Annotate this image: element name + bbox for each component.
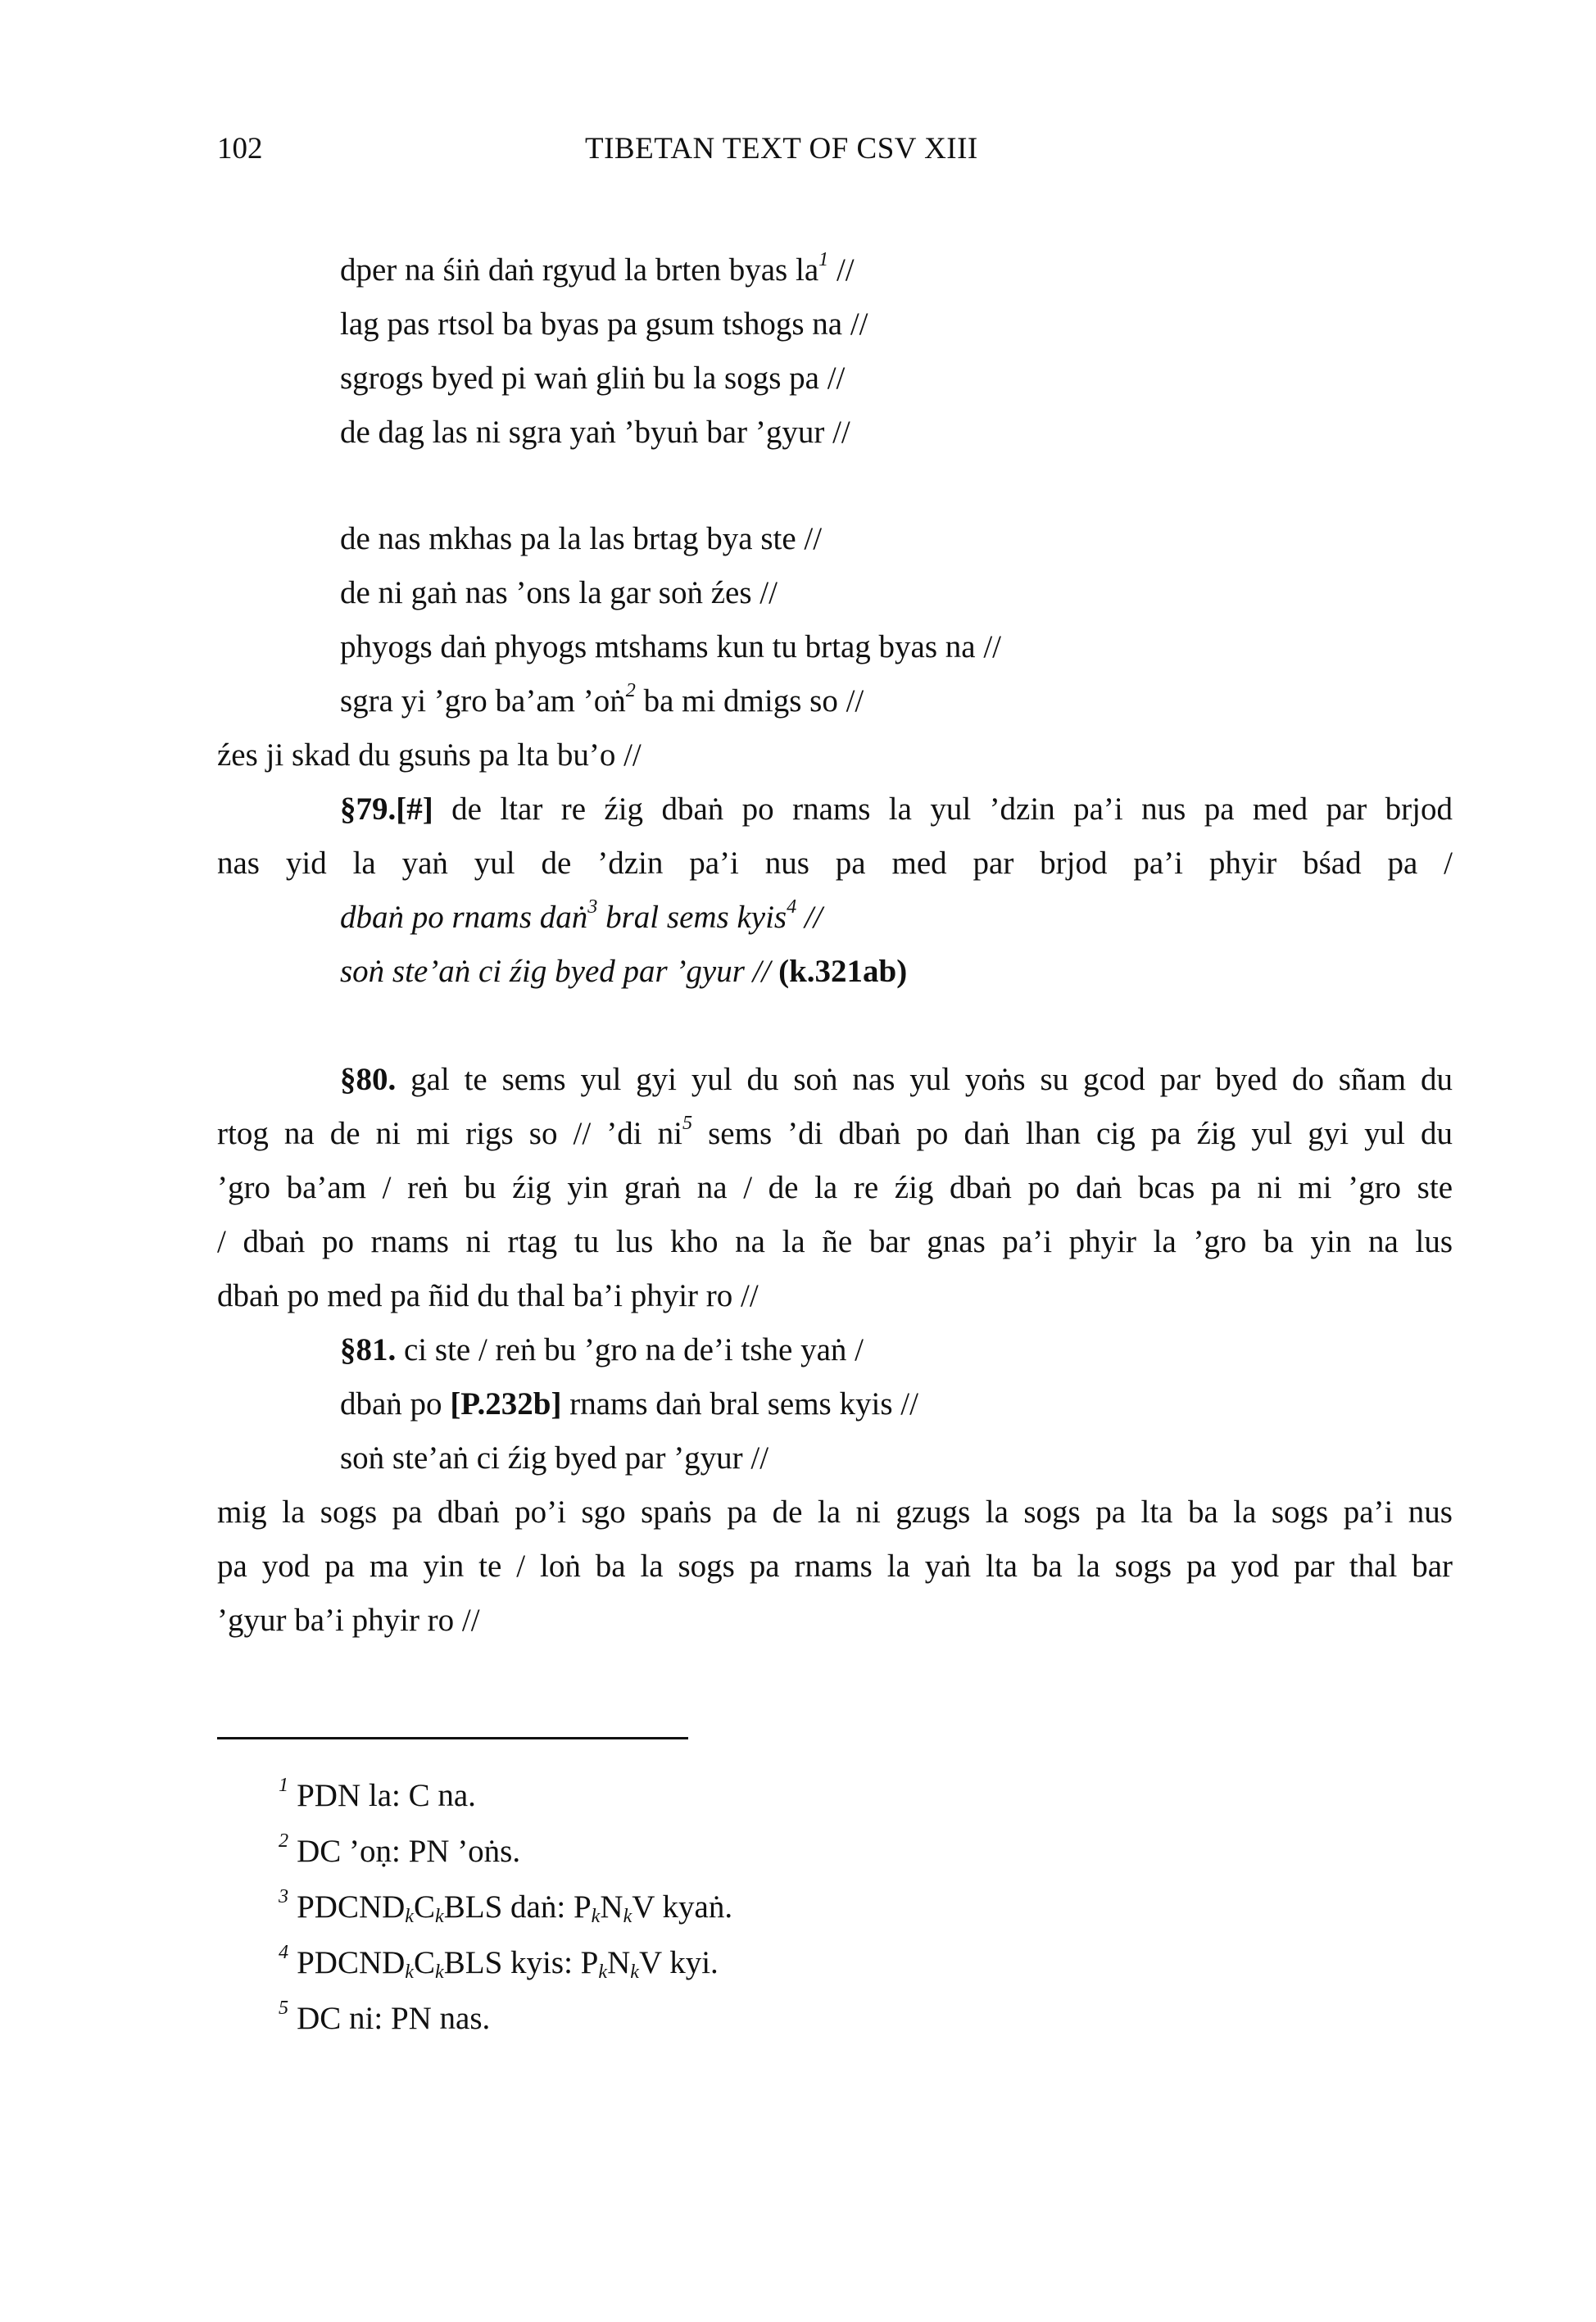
running-head: TIBETAN TEXT OF CSV XIII: [585, 132, 978, 166]
reference: [P.232b]: [450, 1386, 562, 1422]
verse-line: dbaṅ po [P.232b] rnams daṅ bral sems kyis //: [340, 1386, 918, 1422]
verse-line: dbaṅ po rnams daṅ$^3$ bral sems kyis$^4$ //: [340, 895, 823, 935]
page-header: [0, 131, 1596, 180]
prose-line: dbaṅ po med pa ñid du thal ba’i phyir ro //: [217, 1278, 759, 1313]
footnote-divider: [217, 1737, 688, 1739]
verse-line: soṅ ste’aṅ ci źig byed par ’gyur //: [340, 1440, 769, 1476]
footnote: $^1$ PDN la: C na.: [279, 1773, 476, 1813]
footnote: $^5$ DC ni: PN nas.: [279, 1996, 491, 2036]
verse-line: sgrogs byed pi waṅ gliṅ bu la sogs pa //: [340, 361, 846, 396]
prose-line: źes ji skad du gsuṅs pa lta bu’o //: [217, 737, 642, 773]
verse-line: phyogs daṅ phyogs mtshams kun tu brtag byas na //: [340, 629, 1002, 664]
verse-line: de dag las ni sgra yaṅ ’byuṅ bar ’gyur //: [340, 415, 850, 450]
section-label: §81.: [340, 1332, 397, 1367]
reference: (k.321ab): [778, 954, 908, 989]
section-label: §80.: [340, 1062, 397, 1097]
prose-line: / dbaṅ po rnams ni rtag tu lus kho na la ñe bar gnas pa’i phyir la ’gro ba yin na lus: [217, 1224, 1453, 1259]
prose-line: mig la sogs pa dbaṅ po’i sgo spaṅs pa de la ni gzugs la sogs pa lta ba la sogs pa’i nus: [217, 1494, 1453, 1530]
footnote-mark: 1: [279, 1773, 289, 1796]
footnote-mark: 2: [279, 1829, 289, 1852]
footnote-ref: 2: [625, 678, 636, 701]
prose-line: ’gyur ba’i phyir ro //: [217, 1603, 480, 1638]
verse-line: sgra yi ’gro ba’am ’oṅ$^2$ ba mi dmigs so //: [340, 678, 864, 719]
footnote-ref: 4: [787, 895, 797, 918]
footnote-ref: 5: [682, 1111, 693, 1134]
prose-line: ’gro ba’am / reṅ bu źig yin graṅ na / de la re źig dbaṅ po daṅ bcas pa ni mi ’gro ste: [217, 1170, 1453, 1205]
section-label: §79.[#]: [340, 791, 433, 827]
page-number: 102: [217, 132, 263, 166]
footnote-mark: 3: [279, 1884, 289, 1907]
verse-line: soṅ ste’aṅ ci źig byed par ’gyur // (k.321ab): [340, 954, 908, 989]
section-81-line: §81. ci ste / reṅ bu ’gro na de’i tshe yaṅ /: [340, 1332, 864, 1367]
verse-line: lag pas rtsol ba byas pa gsum tshogs na //: [340, 306, 868, 342]
prose-line: pa yod pa ma yin te / loṅ ba la sogs pa rnams la yaṅ lta ba la sogs pa yod par thal bar: [217, 1549, 1453, 1584]
verse-line: dper na śiṅ daṅ rgyud la brten byas $la^1$ //: [340, 247, 855, 288]
verse-line: de nas mkhas pa la las brtag bya ste //: [340, 521, 823, 556]
prose-line: rtog na de ni mi rigs so // ’di $ni^5$ sems ’di dbaṅ po daṅ lhan cig pa źig yul gyi yul du: [217, 1111, 1453, 1151]
footnote: $^3$ $PDCND_kC_kBLS$ daṅ: $P_kN_kV$ kyaṅ.: [279, 1884, 733, 1928]
footnote-mark: 4: [279, 1940, 289, 1963]
footnote: $^4$ $PDCND_kC_kBLS$ kyis: $P_kN_kV$ kyi.: [279, 1940, 719, 1984]
footnote-mark: 5: [279, 1996, 289, 2019]
section-79-line: §79.[#] de ltar re źig dbaṅ po rnams la yul ’dzin pa’i nus pa med par brjod: [340, 791, 1453, 827]
prose-line: nas yid la yaṅ yul de ’dzin pa’i nus pa med par brjod pa’i phyir bśad pa /: [217, 846, 1453, 881]
footnote-ref: 3: [587, 895, 598, 918]
section-80-line: §80. gal te sems yul gyi yul du soṅ nas yul yoṅs su gcod par byed do sñam du: [340, 1062, 1453, 1097]
verse-line: de ni gaṅ nas ’ons la gar soṅ źes //: [340, 575, 778, 610]
footnote: $^2$ DC ’oṇ: PN ’oṅs.: [279, 1829, 521, 1869]
footnote-ref: 1: [818, 247, 829, 270]
